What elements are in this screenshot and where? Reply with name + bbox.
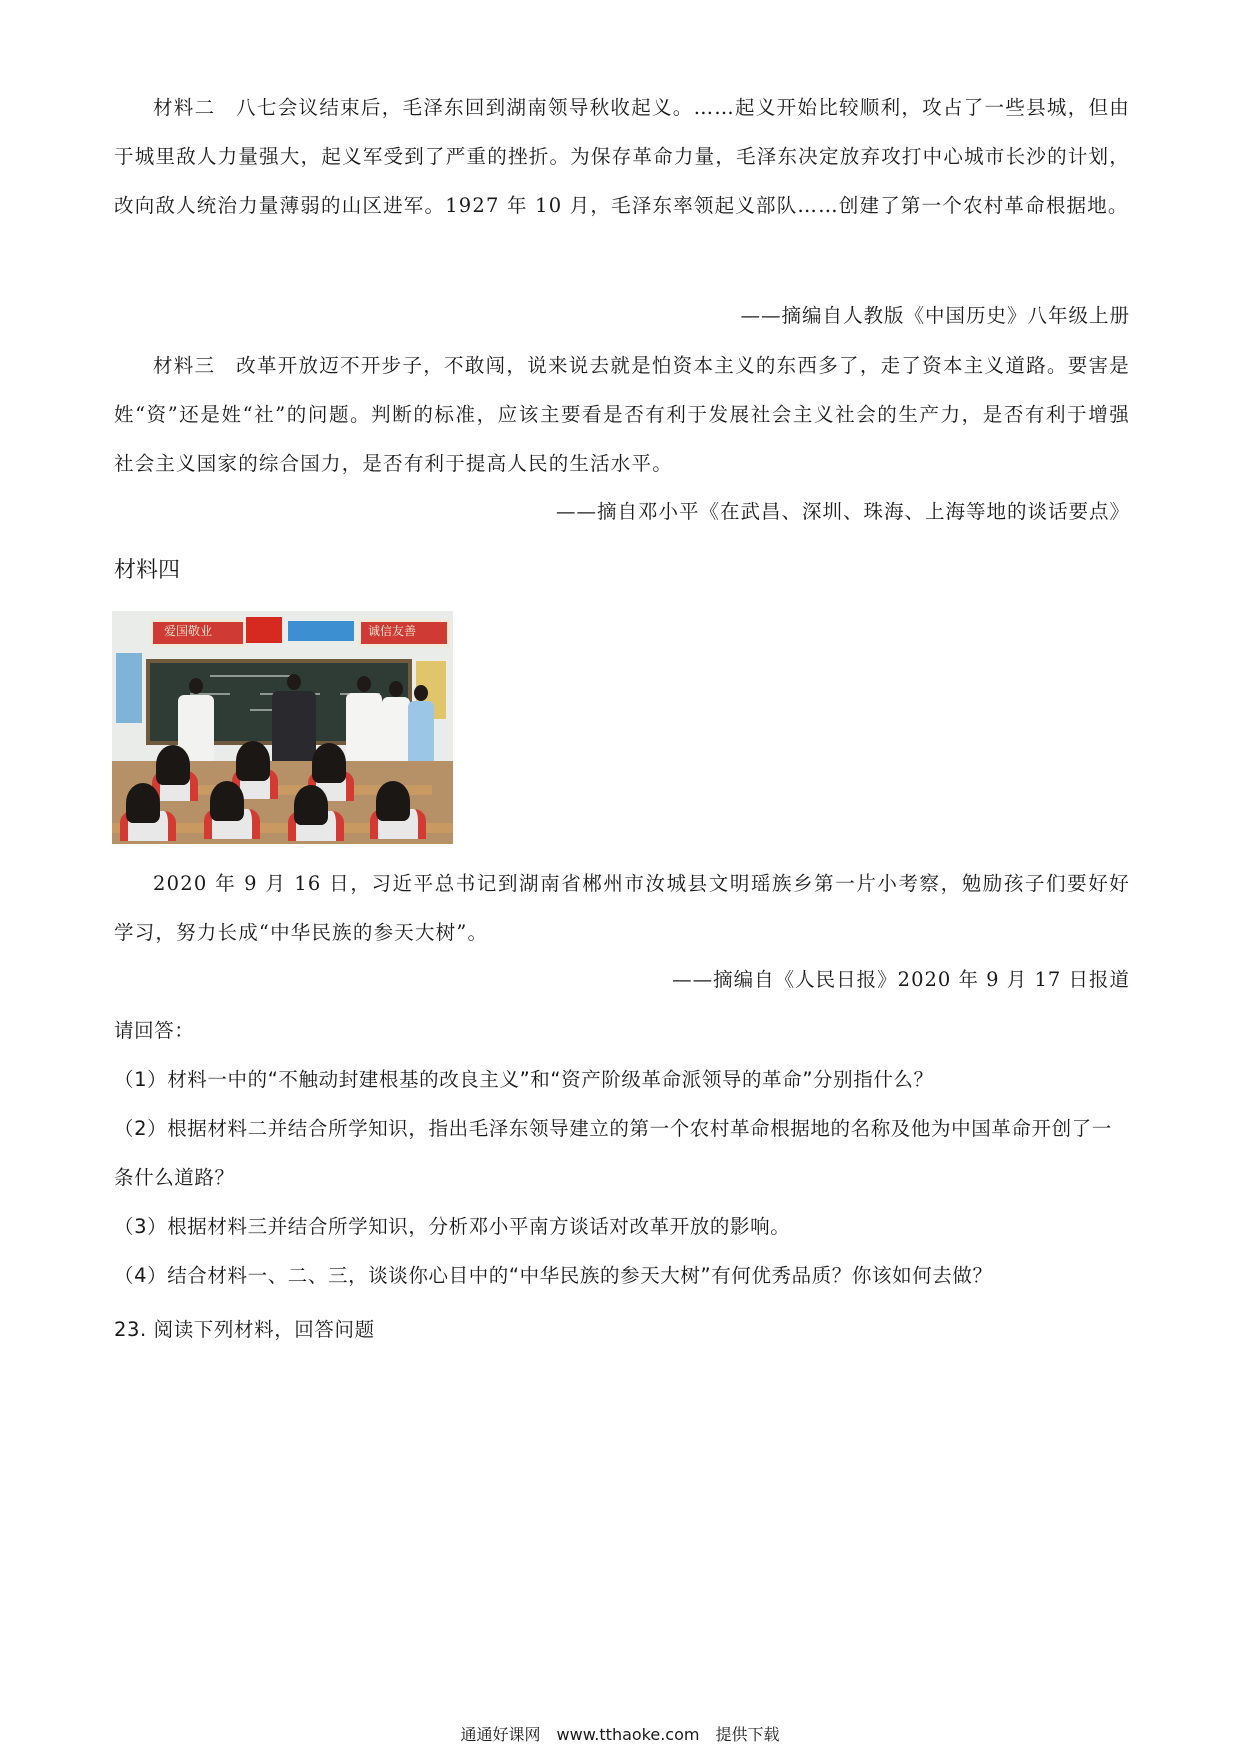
question-23-heading: 23. 阅读下列材料，回答问题 bbox=[114, 1318, 375, 1341]
adult-figure bbox=[408, 701, 434, 765]
student-figure bbox=[376, 781, 410, 821]
banner-stripe bbox=[288, 621, 354, 641]
material-four-heading: 材料四 bbox=[114, 558, 181, 583]
flag-icon bbox=[246, 617, 282, 643]
questions-prompt: 请回答： bbox=[114, 1019, 195, 1042]
banner-left-label: 爱国敬业 bbox=[164, 624, 213, 638]
question-3: （3）根据材料三并结合所学知识，分析邓小平南方谈话对改革开放的影响。 bbox=[114, 1215, 791, 1238]
material-four-source: ——摘编自《人民日报》2020 年 9 月 17 日报道 bbox=[672, 968, 1130, 991]
student-figure bbox=[126, 783, 160, 823]
question-4: （4）结合材料一、二、三，谈谈你心目中的“中华民族的参天大树”有何优秀品质？你该如何去做？ bbox=[114, 1264, 993, 1287]
wall-poster bbox=[116, 653, 142, 723]
material-three-paragraph: 材料三 改革开放迈不开步子，不敢闯，说来说去就是怕资本主义的东西多了，走了资本主义道路。要害是姓“资”还是姓“社”的问题。判断的标准，应该主要看是否有利于发展社会主义社会的生产力，是否有利于增强社会主义国家的综合国力，是否有利于提高人民的生活水平。 bbox=[114, 354, 1130, 475]
question-2: （2）根据材料二并结合所学知识，指出毛泽东领导建立的第一个农村革命根据地的名称及他为中国革命开创了一条什么道路？ bbox=[114, 1117, 1112, 1189]
material-two-source: ——摘编自人教版《中国历史》八年级上册 bbox=[740, 304, 1130, 327]
adult-figure bbox=[382, 697, 410, 767]
classroom-photo bbox=[112, 611, 453, 844]
student-figure bbox=[294, 785, 328, 825]
material-four-paragraph: 2020 年 9 月 16 日，习近平总书记到湖南省郴州市汝城县文明瑶族乡第一片小考察，勉励孩子们要好好学习，努力长成“中华民族的参天大树”。 bbox=[114, 872, 1130, 944]
material-two-paragraph: 材料二 八七会议结束后，毛泽东回到湖南领导秋收起义。……起义开始比较顺利，攻占了一些县城，但由于城里敌人力量强大，起义军受到了严重的挫折。为保存革命力量，毛泽东决定放弃攻打中心城市长沙的计划，改向敌人统治力量薄弱的山区进军。1927 年 10 月，毛泽东率领起义部队……创建了第一个农村革命根据地。 bbox=[114, 96, 1130, 217]
student-figure bbox=[156, 745, 190, 785]
student-figure bbox=[210, 781, 244, 821]
student-figure bbox=[236, 741, 270, 781]
student-figure bbox=[312, 743, 346, 783]
page-footer: 通通好课网 www.tthaoke.com 提供下载 bbox=[460, 1725, 780, 1744]
adult-figure bbox=[346, 693, 382, 769]
material-three-source: ——摘自邓小平《在武昌、深圳、珠海、上海等地的谈话要点》 bbox=[555, 500, 1130, 523]
question-1: （1）材料一中的“不触动封建根基的改良主义”和“资产阶级革命派领导的革命”分别指什么？ bbox=[114, 1068, 934, 1091]
adult-figure bbox=[272, 691, 316, 771]
banner-right-label: 诚信友善 bbox=[368, 624, 417, 638]
